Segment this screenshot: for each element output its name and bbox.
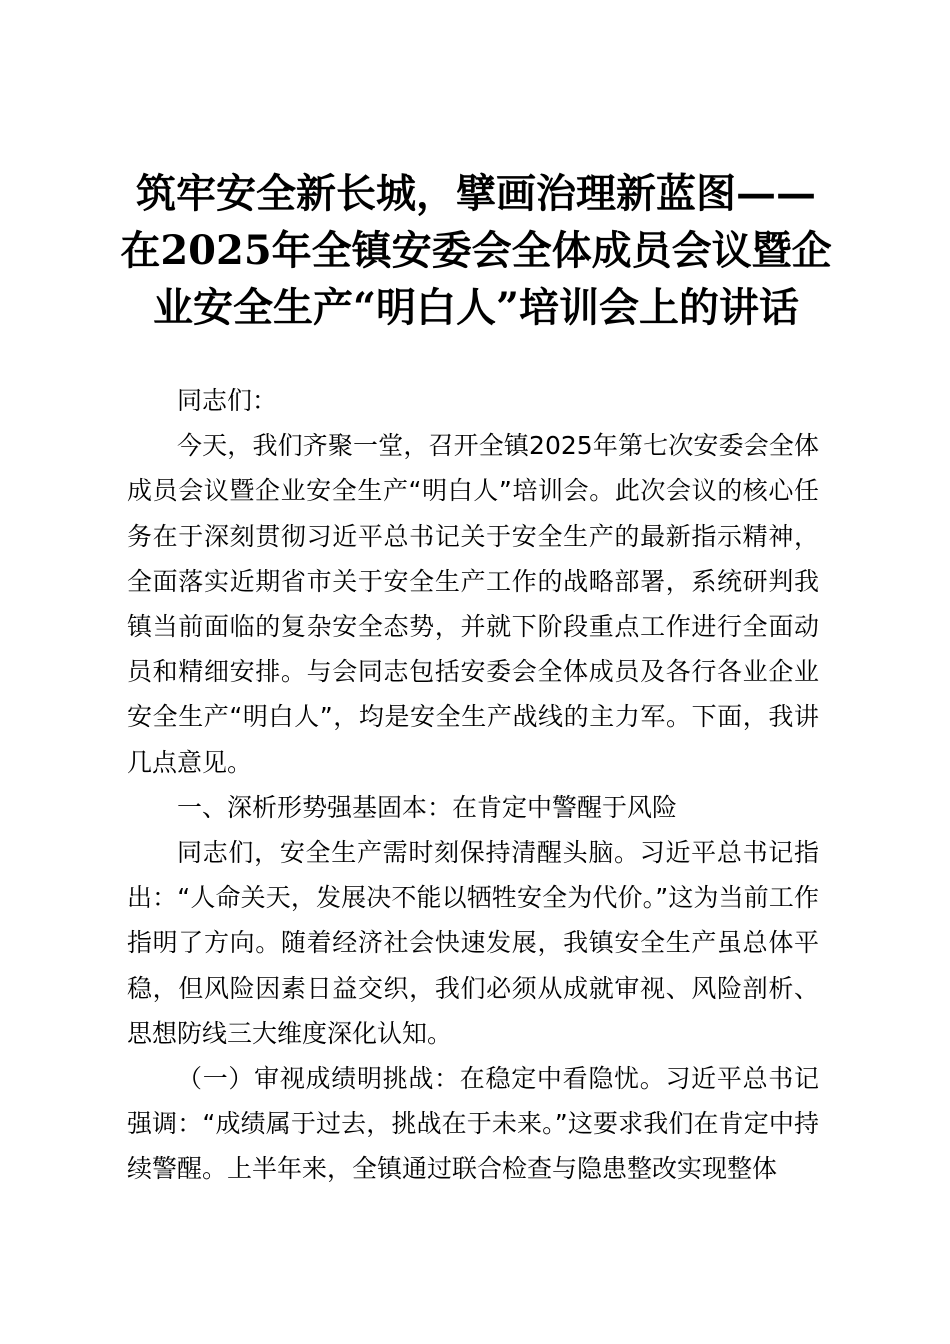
intro-paragraph: 今天，我们齐聚一堂，召开全镇2025年第七次安委会全体成员会议暨企业安全生产“明白人”培训会。此次会议的核心任务在于深刻贯彻习近平总书记关于安全生产的最新指示精神，全面落实近期省市关于安全生产工作的战略部署，系统研判我镇当前面临的复杂安全态势，并就下阶段重点工作进行全面动员和精细安排。与会同志包括安委会全体成员及各行各业企业安全生产“明白人”，均是安全生产战线的主力军。下面，我讲几点意见。 [127,431,819,777]
section-heading: 一、深析形势强基固本：在肯定中警醒于风险 [177,792,678,822]
document-body [127,378,819,1192]
section-paragraph: 同志们，安全生产需时刻保持清醒头脑。习近平总书记指出：“人命关天，发展决不能以牺牲安全为代价。”这为当前工作指明了方向。随着经济社会快速发展，我镇安全生产虽总体平稳，但风险因素日益交织，我们必须从成就审视、风险剖析、思想防线三大维度深化认知。 [127,838,819,1048]
subsection-paragraph: （一）审视成绩明挑战：在稳定中看隐忧。习近平总书记强调：“成绩属于过去，挑战在于未来。”这要求我们在肯定中持续警醒。上半年来，全镇通过联合检查与隐患整改实现整体 [127,1064,819,1184]
salutation: 同志们： [177,386,278,415]
document-title: 筑牢安全新长城，擘画治理新蓝图——在2025年全镇安委会全体成员会议暨企业安全生产“明白人”培训会上的讲话 [120,170,832,331]
